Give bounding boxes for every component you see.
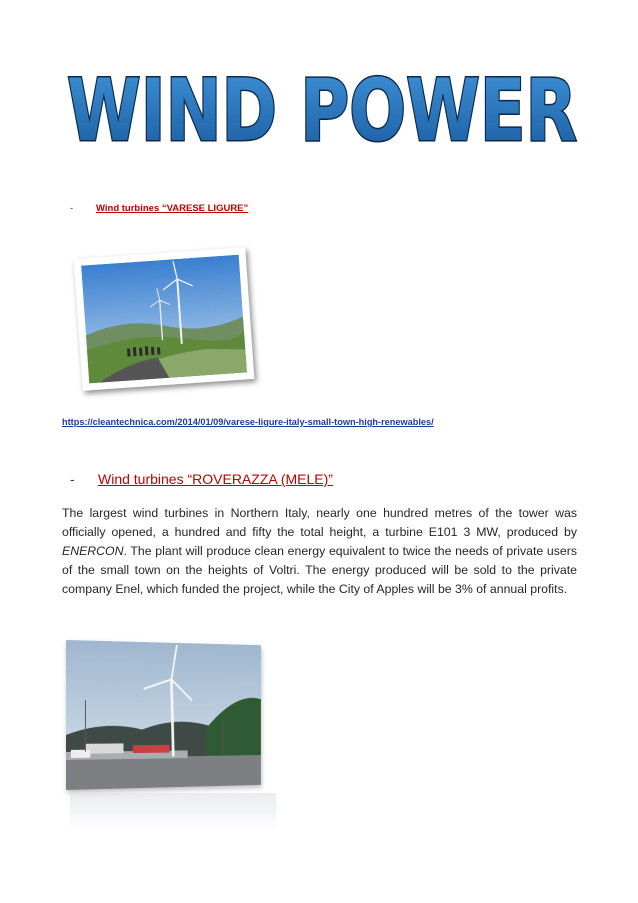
title-banner (60, 60, 585, 160)
section1-heading-text: Wind turbines “VARESE LIGURE” (96, 203, 249, 214)
source-link[interactable]: https://cleantechnica.com/2014/01/09/varese-ligure-italy-small-town-high-renewables/ (62, 417, 434, 427)
paragraph-text-1: The largest wind turbines in Northern Italy, nearly one hundred metres of the tower was officially opened, a hundred and fifty the total height, a turbine E101 3 MW, produced by (62, 506, 577, 539)
photo-reflection (70, 793, 276, 833)
paragraph-text-2: . The plant will produce clean energy equivalent to twice the needs of private users of the small town on the heights of Voltri. The energy produced will be sold to the private company Enel, which funded the project, while the City of Apples will be 3% of annual profits. (62, 544, 577, 596)
section2-heading-text: Wind turbines “ROVERAZZA (MELE)” (98, 471, 333, 487)
varese-ligure-photo (74, 247, 255, 391)
turbine-highway-image (66, 640, 261, 790)
roverazza-photo (66, 640, 261, 790)
section2-heading (70, 471, 333, 487)
turbine-landscape-image (81, 255, 247, 384)
section1-heading (70, 203, 248, 214)
wordart-title (60, 60, 585, 160)
page-title: WIND POWER (67, 61, 577, 160)
roverazza-paragraph (62, 504, 577, 599)
bullet-dash: - (70, 203, 74, 214)
paragraph-emphasis: ENERCON (62, 544, 124, 558)
bullet-dash: - (70, 471, 75, 487)
